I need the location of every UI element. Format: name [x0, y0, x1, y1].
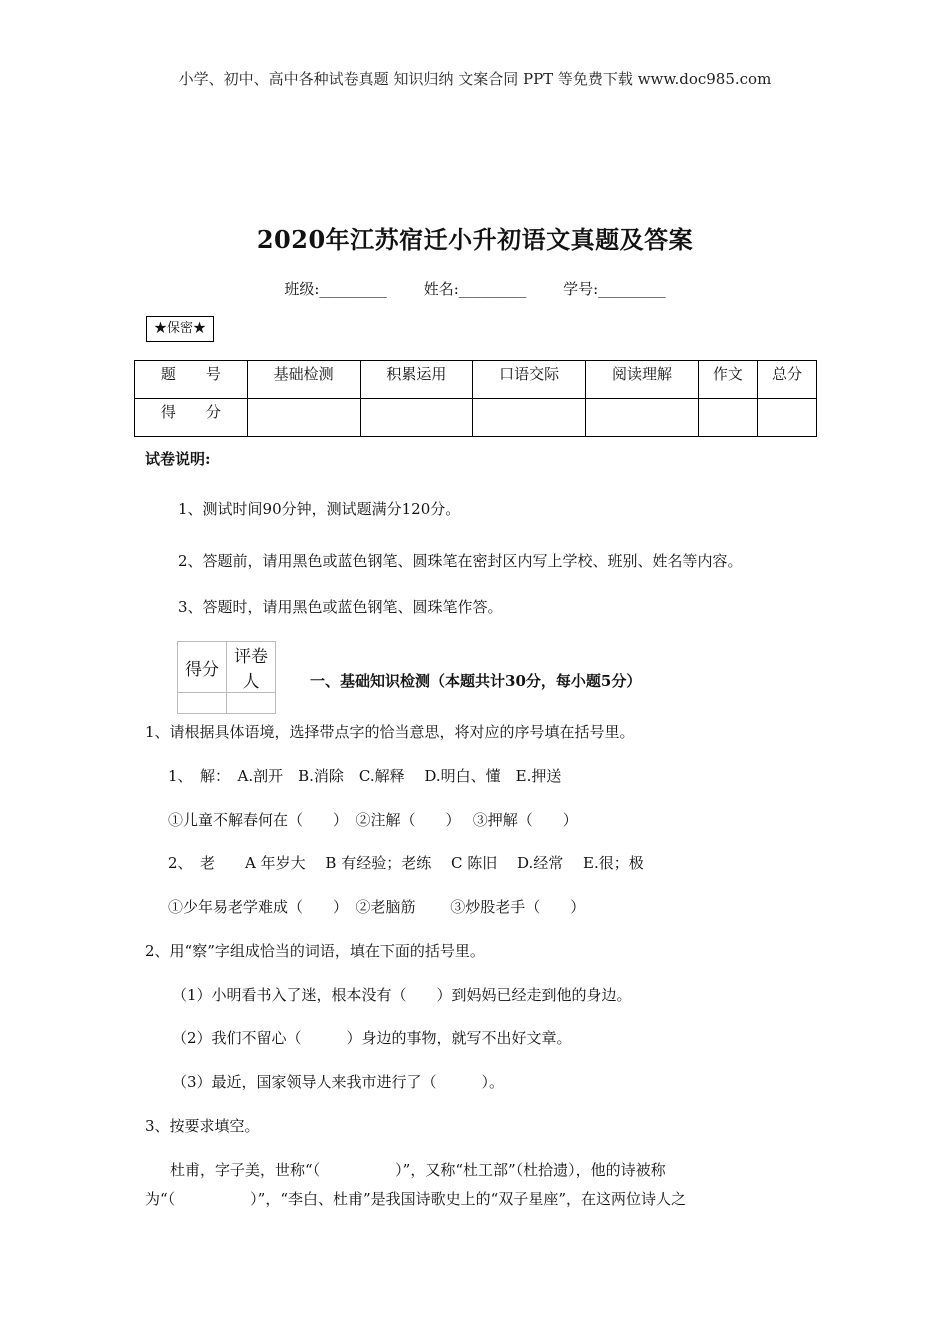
- question-item: （1）小明看书入了迷，根本没有（ ）到妈妈已经走到他的身边。: [172, 986, 632, 1004]
- score-cell: 题 号: [135, 361, 248, 399]
- score-cell: [360, 399, 473, 437]
- question-stem: 1、请根据具体语境，选择带点字的恰当意思，将对应的序号填在括号里。: [145, 723, 635, 741]
- page-title: 2020年江苏宿迁小升初语文真题及答案: [256, 225, 694, 254]
- section-title: 一、基础知识检测（本题共计30分，每小题5分）: [310, 672, 642, 690]
- grader-score-label: 得分: [178, 642, 227, 693]
- student-id-field: 学号:_________: [563, 280, 666, 298]
- grader-name-label: 评卷人: [227, 642, 276, 693]
- paragraph-line: 为“（ ）”，“李白、杜甫”是我国诗歌史上的“双子星座”，在这两位诗人之: [145, 1190, 687, 1208]
- question-options: 1、 解： A.剖开 B.消除 C.解释 D.明白、懂 E.押送: [168, 767, 562, 785]
- question-item: （3）最近，国家领导人来我市进行了（ ）。: [172, 1073, 505, 1091]
- question-item: （2）我们不留心（ ）身边的事物，就写不出好文章。: [172, 1029, 572, 1047]
- page-header: 小学、初中、高中各种试卷真题 知识归纳 文案合同 PPT 等免费下载 www.doc985.com: [178, 70, 772, 88]
- name-field: 姓名:_________: [423, 280, 527, 298]
- score-table-score-row: [135, 399, 817, 437]
- paragraph-line: 杜甫，字子美，世称“（ ）”，又称“杜工部”（杜拾遗），他的诗被称: [170, 1161, 666, 1179]
- score-cell: 得 分: [135, 399, 248, 437]
- note-item: 3、答题时，请用黑色或蓝色钢笔、圆珠笔作答。: [178, 598, 503, 616]
- score-cell: 总分: [757, 361, 816, 399]
- score-cell: 口语交际: [473, 361, 586, 399]
- question-options: 2、 老 A 年岁大 B 有经验；老练 C 陈旧 D.经常 E.很；极: [168, 854, 644, 872]
- score-cell: 基础检测: [247, 361, 360, 399]
- class-field: 班级:_________: [284, 280, 387, 298]
- score-cell: [586, 399, 699, 437]
- score-cell: [247, 399, 360, 437]
- score-cell: [757, 399, 816, 437]
- note-item: 1、测试时间90分钟，测试题满分120分。: [178, 500, 461, 518]
- score-cell: [473, 399, 586, 437]
- score-cell: 作文: [698, 361, 757, 399]
- score-cell: [698, 399, 757, 437]
- score-table: [134, 360, 817, 437]
- grader-box: [177, 641, 276, 714]
- score-table-header-row: [135, 361, 817, 399]
- score-cell: 阅读理解: [586, 361, 699, 399]
- score-cell: 积累运用: [360, 361, 473, 399]
- grader-name-cell: [227, 693, 276, 714]
- student-info-fields: [0, 278, 950, 299]
- notes-title: 试卷说明:: [145, 450, 211, 468]
- confidential-badge: ★保密★: [146, 316, 214, 342]
- question-blanks: ①少年易老学难成（ ） ②老脑筋 ③炒股老手（ ）: [168, 898, 586, 916]
- grader-score-cell: [178, 693, 227, 714]
- question-blanks: ①儿童不解春何在（ ） ②注解（ ） ③押解（ ）: [168, 811, 578, 829]
- note-item: 2、答题前，请用黑色或蓝色钢笔、圆珠笔在密封区内写上学校、班别、姓名等内容。: [178, 552, 743, 570]
- question-stem: 2、用“察”字组成恰当的词语，填在下面的括号里。: [145, 942, 485, 960]
- question-stem: 3、按要求填空。: [145, 1117, 260, 1135]
